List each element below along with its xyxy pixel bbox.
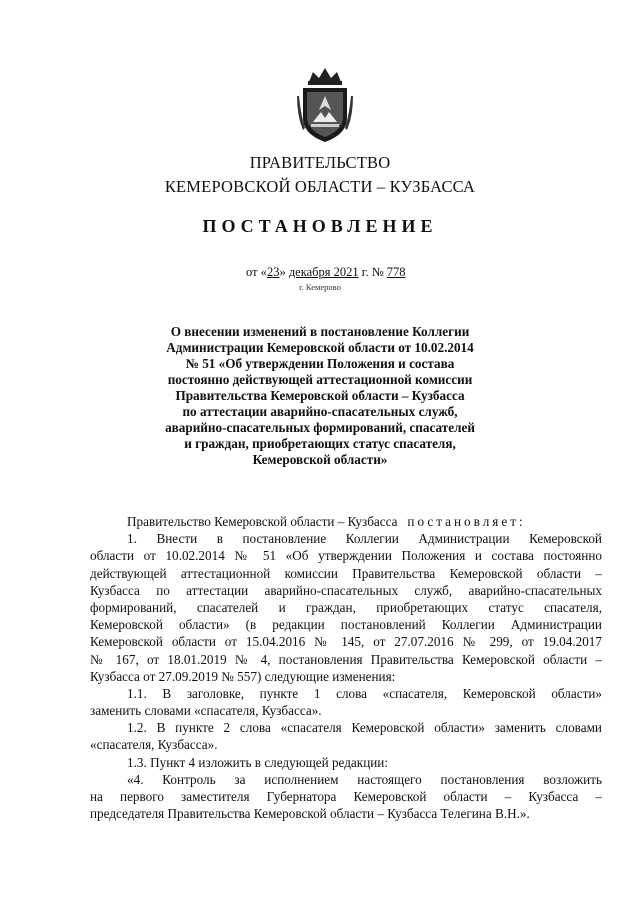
body-line: № 167, от 18.01.2019 № 4, постановления Правительства Кемеровской области –: [90, 651, 602, 667]
document-type-heading: ПОСТАНОВЛЕНИЕ: [202, 216, 438, 236]
date-mid: »: [279, 265, 289, 279]
body-line: действующей аттестационной комиссии Правительства Кемеровской области –: [90, 565, 602, 581]
body-line: 1.1. В заголовке, пункте 1 слова «спасателя, Кемеровской области»: [127, 685, 602, 701]
org-name-line1: ПРАВИТЕЛЬСТВО: [249, 153, 391, 172]
title-line: № 51 «Об утверждении Положения и состава: [185, 356, 455, 371]
document-city: г. Кемерово: [299, 282, 341, 292]
body-line: Кемеровской области» (в редакции постановлений Коллегии Администрации: [90, 617, 602, 633]
body-line: на первого заместителя Губернатора Кемеровской области – Кузбасса –: [90, 789, 602, 804]
document-date-number: [246, 265, 406, 280]
body-line: заменить словами «спасателя, Кузбасса».: [90, 703, 322, 719]
body-line: «спасателя, Кузбасса».: [90, 737, 218, 753]
title-line: Правительства Кемеровской области – Кузбасса: [175, 388, 465, 403]
body-line: 1. Внести в постановление Коллегии Администрации Кемеровской: [127, 531, 602, 547]
date-month-year: декабря 2021: [288, 265, 359, 279]
title-line: и граждан, приобретающих статус спасателя,: [184, 436, 456, 451]
intro-verb: постановляет:: [407, 514, 526, 529]
body-line: 1.2. В пункте 2 слова «спасателя Кемеровской области» заменить словами: [127, 720, 602, 736]
intro-prefix: Правительство Кемеровской области – Кузбасса: [127, 514, 398, 529]
title-line: Кемеровской области»: [252, 452, 388, 467]
body-line: Кемеровской области от 15.04.2016 № 145, от 27.07.2016 № 299, от 19.04.2017: [90, 634, 602, 650]
date-day: 23: [266, 265, 280, 279]
body-line: Кузбасса от 27.09.2019 № 557) следующие изменения:: [90, 668, 396, 684]
body-line: области от 10.02.2014 № 51 «Об утверждении Положения и состава постоянно: [90, 548, 602, 564]
body-line: формирований, спасателей и граждан, приобретающих статус спасателя,: [90, 599, 602, 615]
document-body: [90, 513, 602, 822]
title-line: Администрации Кемеровской области от 10.02.2014: [166, 340, 474, 355]
coat-of-arms-emblem: [297, 66, 353, 146]
title-line: О внесении изменений в постановление Коллегии: [170, 324, 470, 339]
title-line: аварийно-спасательных формирований, спасателей: [165, 420, 475, 435]
title-line: по аттестации аварийно-спасательных служб,: [182, 404, 458, 419]
title-line: постоянно действующей аттестационной комиссии: [167, 372, 473, 387]
body-line: Кузбасса по аттестации аварийно-спасательных служб, аварийно-спасательных: [90, 582, 602, 598]
body-line: «4. Контроль за исполнением настоящего постановления возложить: [127, 771, 602, 787]
number-label: г. №: [361, 265, 384, 279]
org-name-line2: КЕМЕРОВСКОЙ ОБЛАСТИ – КУЗБАССА: [164, 177, 476, 196]
body-line: председателя Правительства Кемеровской области – Кузбасса Телегина В.Н.».: [90, 806, 530, 822]
body-line: 1.3. Пункт 4 изложить в следующей редакции:: [127, 754, 389, 770]
document-title: [120, 324, 520, 468]
date-prefix: от «: [246, 265, 267, 279]
intro-line: [90, 513, 602, 530]
document-number: 778: [386, 265, 406, 279]
